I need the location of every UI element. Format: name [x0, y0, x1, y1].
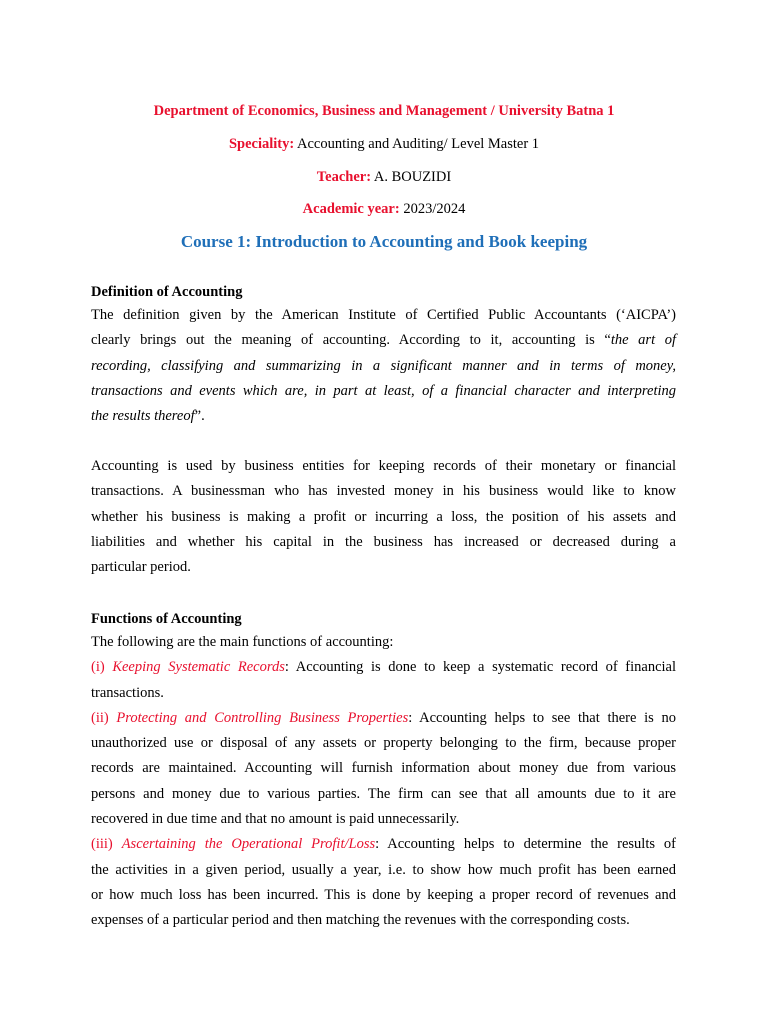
text-line — [91, 404, 676, 429]
text-line: transactions. — [91, 684, 164, 701]
function-number: (iii) — [91, 836, 122, 853]
academic-year-line — [0, 200, 768, 218]
definition-paragraph-1 — [91, 303, 676, 429]
teacher-value: A. BOUZIDI — [371, 169, 452, 185]
definition-heading: Definition of Accounting — [91, 284, 243, 300]
quote-line: recording, classifying and summarizing in a significant manner and in terms of money, — [91, 357, 676, 374]
text-line: the activities in a given period, usually a year, i.e. to show how much profit has been earned — [91, 861, 676, 878]
function-item-3 — [91, 832, 676, 857]
teacher-line — [0, 168, 768, 186]
text-line: records are maintained. Accounting will furnish information about money due from various — [91, 760, 676, 777]
function-number: (i) — [91, 659, 113, 676]
text-line: recovered in due time and that no amount is paid unnecessarily. — [91, 811, 460, 828]
course-title: Course 1: Introduction to Accounting and Book keeping — [180, 232, 588, 251]
text-line: The definition given by the American Institute of Certified Public Accountants (‘AICPA’) — [91, 307, 676, 323]
teacher-label: Teacher: — [316, 169, 372, 185]
text-line: transactions. A businessman who has invested money in his business would like to know — [91, 483, 676, 500]
quote-fragment: the results thereof — [91, 408, 195, 425]
text-line: persons and money due to various parties. The firm can see that all amounts due to it are — [91, 785, 676, 802]
function-title: Keeping Systematic Records — [112, 659, 285, 676]
functions-intro: The following are the main functions of accounting: — [91, 634, 394, 650]
speciality-value: Accounting and Auditing/ Level Master 1 — [294, 136, 540, 152]
department-line: Department of Economics, Business and Management / University Batna 1 — [153, 103, 615, 119]
functions-heading: Functions of Accounting — [91, 611, 242, 627]
definition-paragraph-2 — [91, 454, 676, 580]
text-line: expenses of a particular period and then matching the revenues with the corresponding costs. — [91, 912, 630, 929]
text-fragment: ”. — [194, 408, 205, 425]
speciality-label: Speciality: — [228, 136, 295, 152]
function-title: Ascertaining the Operational Profit/Loss — [121, 836, 376, 853]
text-line: particular period. — [91, 559, 191, 576]
text-line: unauthorized use or disposal of any assets or property belonging to the firm, because proper — [91, 735, 676, 752]
quote-line: transactions and events which are, in part at least, of a financial character and interpreting — [91, 382, 676, 399]
functions-list — [91, 630, 676, 934]
text-line: liabilities and whether his capital in the business has increased or decreased during a — [91, 533, 676, 550]
function-item-2 — [91, 706, 676, 731]
function-title: Protecting and Controlling Business Properties — [116, 709, 409, 726]
speciality-line — [0, 135, 768, 153]
text-line: whether his business is making a profit or incurring a loss, the position of his assets and — [91, 508, 676, 525]
quote-fragment: the art of — [610, 332, 677, 349]
text-fragment: clearly brings out the meaning of accounting. According to it, accounting is “ — [91, 332, 611, 349]
academic-year-label: Academic year: — [302, 201, 400, 217]
text-fragment: : Accounting helps to see that there is no — [408, 709, 676, 726]
function-item-1 — [91, 655, 676, 680]
text-line: Accounting is used by business entities for keeping records of their monetary or financial — [91, 458, 676, 474]
text-fragment: : Accounting is done to keep a systematic record of financial — [284, 659, 676, 676]
function-number: (ii) — [91, 709, 117, 726]
text-line: or how much loss has been incurred. This is done by keeping a proper record of revenues and — [91, 886, 676, 903]
academic-year-value: 2023/2024 — [399, 201, 466, 217]
text-line — [91, 328, 676, 353]
text-fragment: : Accounting helps to determine the results of — [375, 836, 676, 853]
